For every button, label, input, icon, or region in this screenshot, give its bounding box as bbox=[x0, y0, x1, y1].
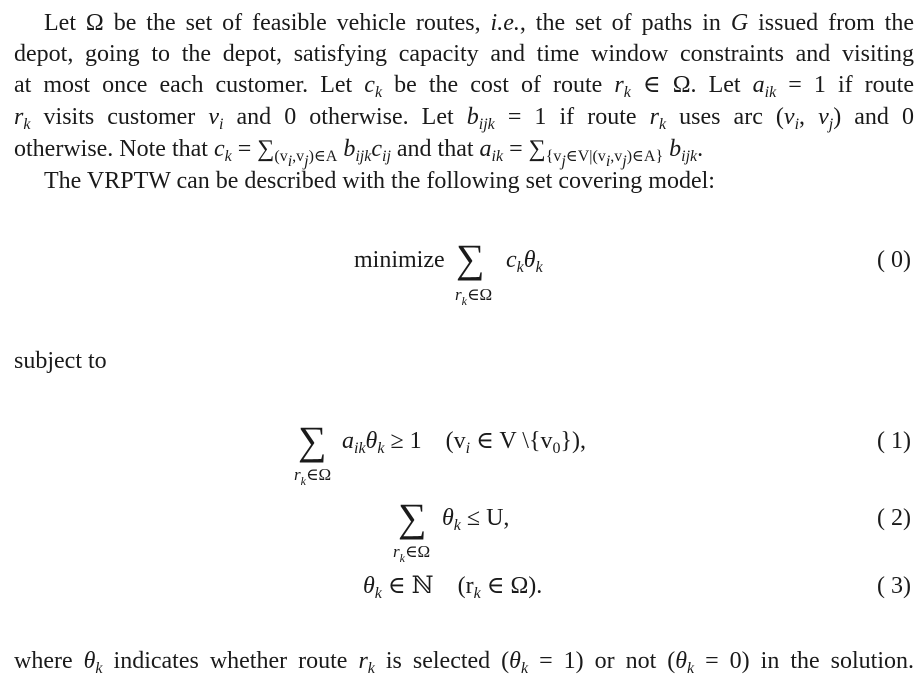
paragraph-line-1: Let Ω be the set of feasible vehicle routes, i.e., the set of paths in G issued from the bbox=[44, 10, 914, 36]
paragraph-line-5: otherwise. Note that $c_k = \sum_{(v_i,v_j)\in A}$ $b_{ijk}c_{ij}$ and that $a_{ik} = \sum_{\{v_j\in V|(v_i,v_j)\in A\}}$ $b_{ijk}$. bbox=[14, 136, 704, 170]
paragraph-line-4: $r_k$ visits customer $v_i$ and 0 otherwise. Let $b_{ijk} = 1$ if route $r_k$ uses arc ($v_i$, $v_j$) and 0 bbox=[14, 104, 915, 133]
constraint-1-sum-index: $r_k\in\Omega$ bbox=[294, 465, 332, 488]
constraint-3-expression: $\theta_k$ ∈ ℕ ($r_k$ ∈ Ω). bbox=[363, 573, 543, 602]
objective-label: minimize bbox=[354, 247, 445, 273]
objective-term: $c_k\theta_k$ bbox=[506, 247, 543, 276]
paragraph-line-6: The VRPTW can be described with the following set covering model: bbox=[44, 168, 715, 194]
objective-sum-index: $r_k\in\Omega$ bbox=[455, 285, 493, 308]
constraint-1-expression: $a_{ik}\theta_k \ge 1$ ($v_i$ ∈ V $\backslash\{v_0\}$), bbox=[342, 428, 587, 457]
equation-number-3: ( 3) bbox=[877, 573, 911, 599]
equation-number-2: ( 2) bbox=[877, 505, 911, 531]
equation-number-0: ( 0) bbox=[877, 247, 911, 273]
constraint-2-sum-symbol: ∑ bbox=[398, 495, 427, 540]
paragraph-line-3: at most once each customer. Let $c_k$ be the cost of route $r_k$ ∈ Ω. Let $a_{ik} = 1$ if route bbox=[14, 72, 914, 101]
constraint-2-expression: $\theta_k \le U$, bbox=[442, 505, 510, 534]
constraint-1-sum-symbol: ∑ bbox=[298, 418, 327, 463]
subject-to-label: subject to bbox=[14, 348, 107, 374]
closing-sentence: where $\theta_k$ indicates whether route $r_k$ is selected $(\theta_k = 1)$ or not $(\theta_k = 0)$ in the solution. bbox=[14, 648, 914, 677]
constraint-2-sum-index: $r_k\in\Omega$ bbox=[393, 542, 431, 565]
equation-number-1: ( 1) bbox=[877, 428, 911, 454]
objective-sum-symbol: ∑ bbox=[456, 236, 485, 281]
paragraph-line-2: depot, going to the depot, satisfying capacity and time window constraints and visiting bbox=[14, 41, 914, 67]
